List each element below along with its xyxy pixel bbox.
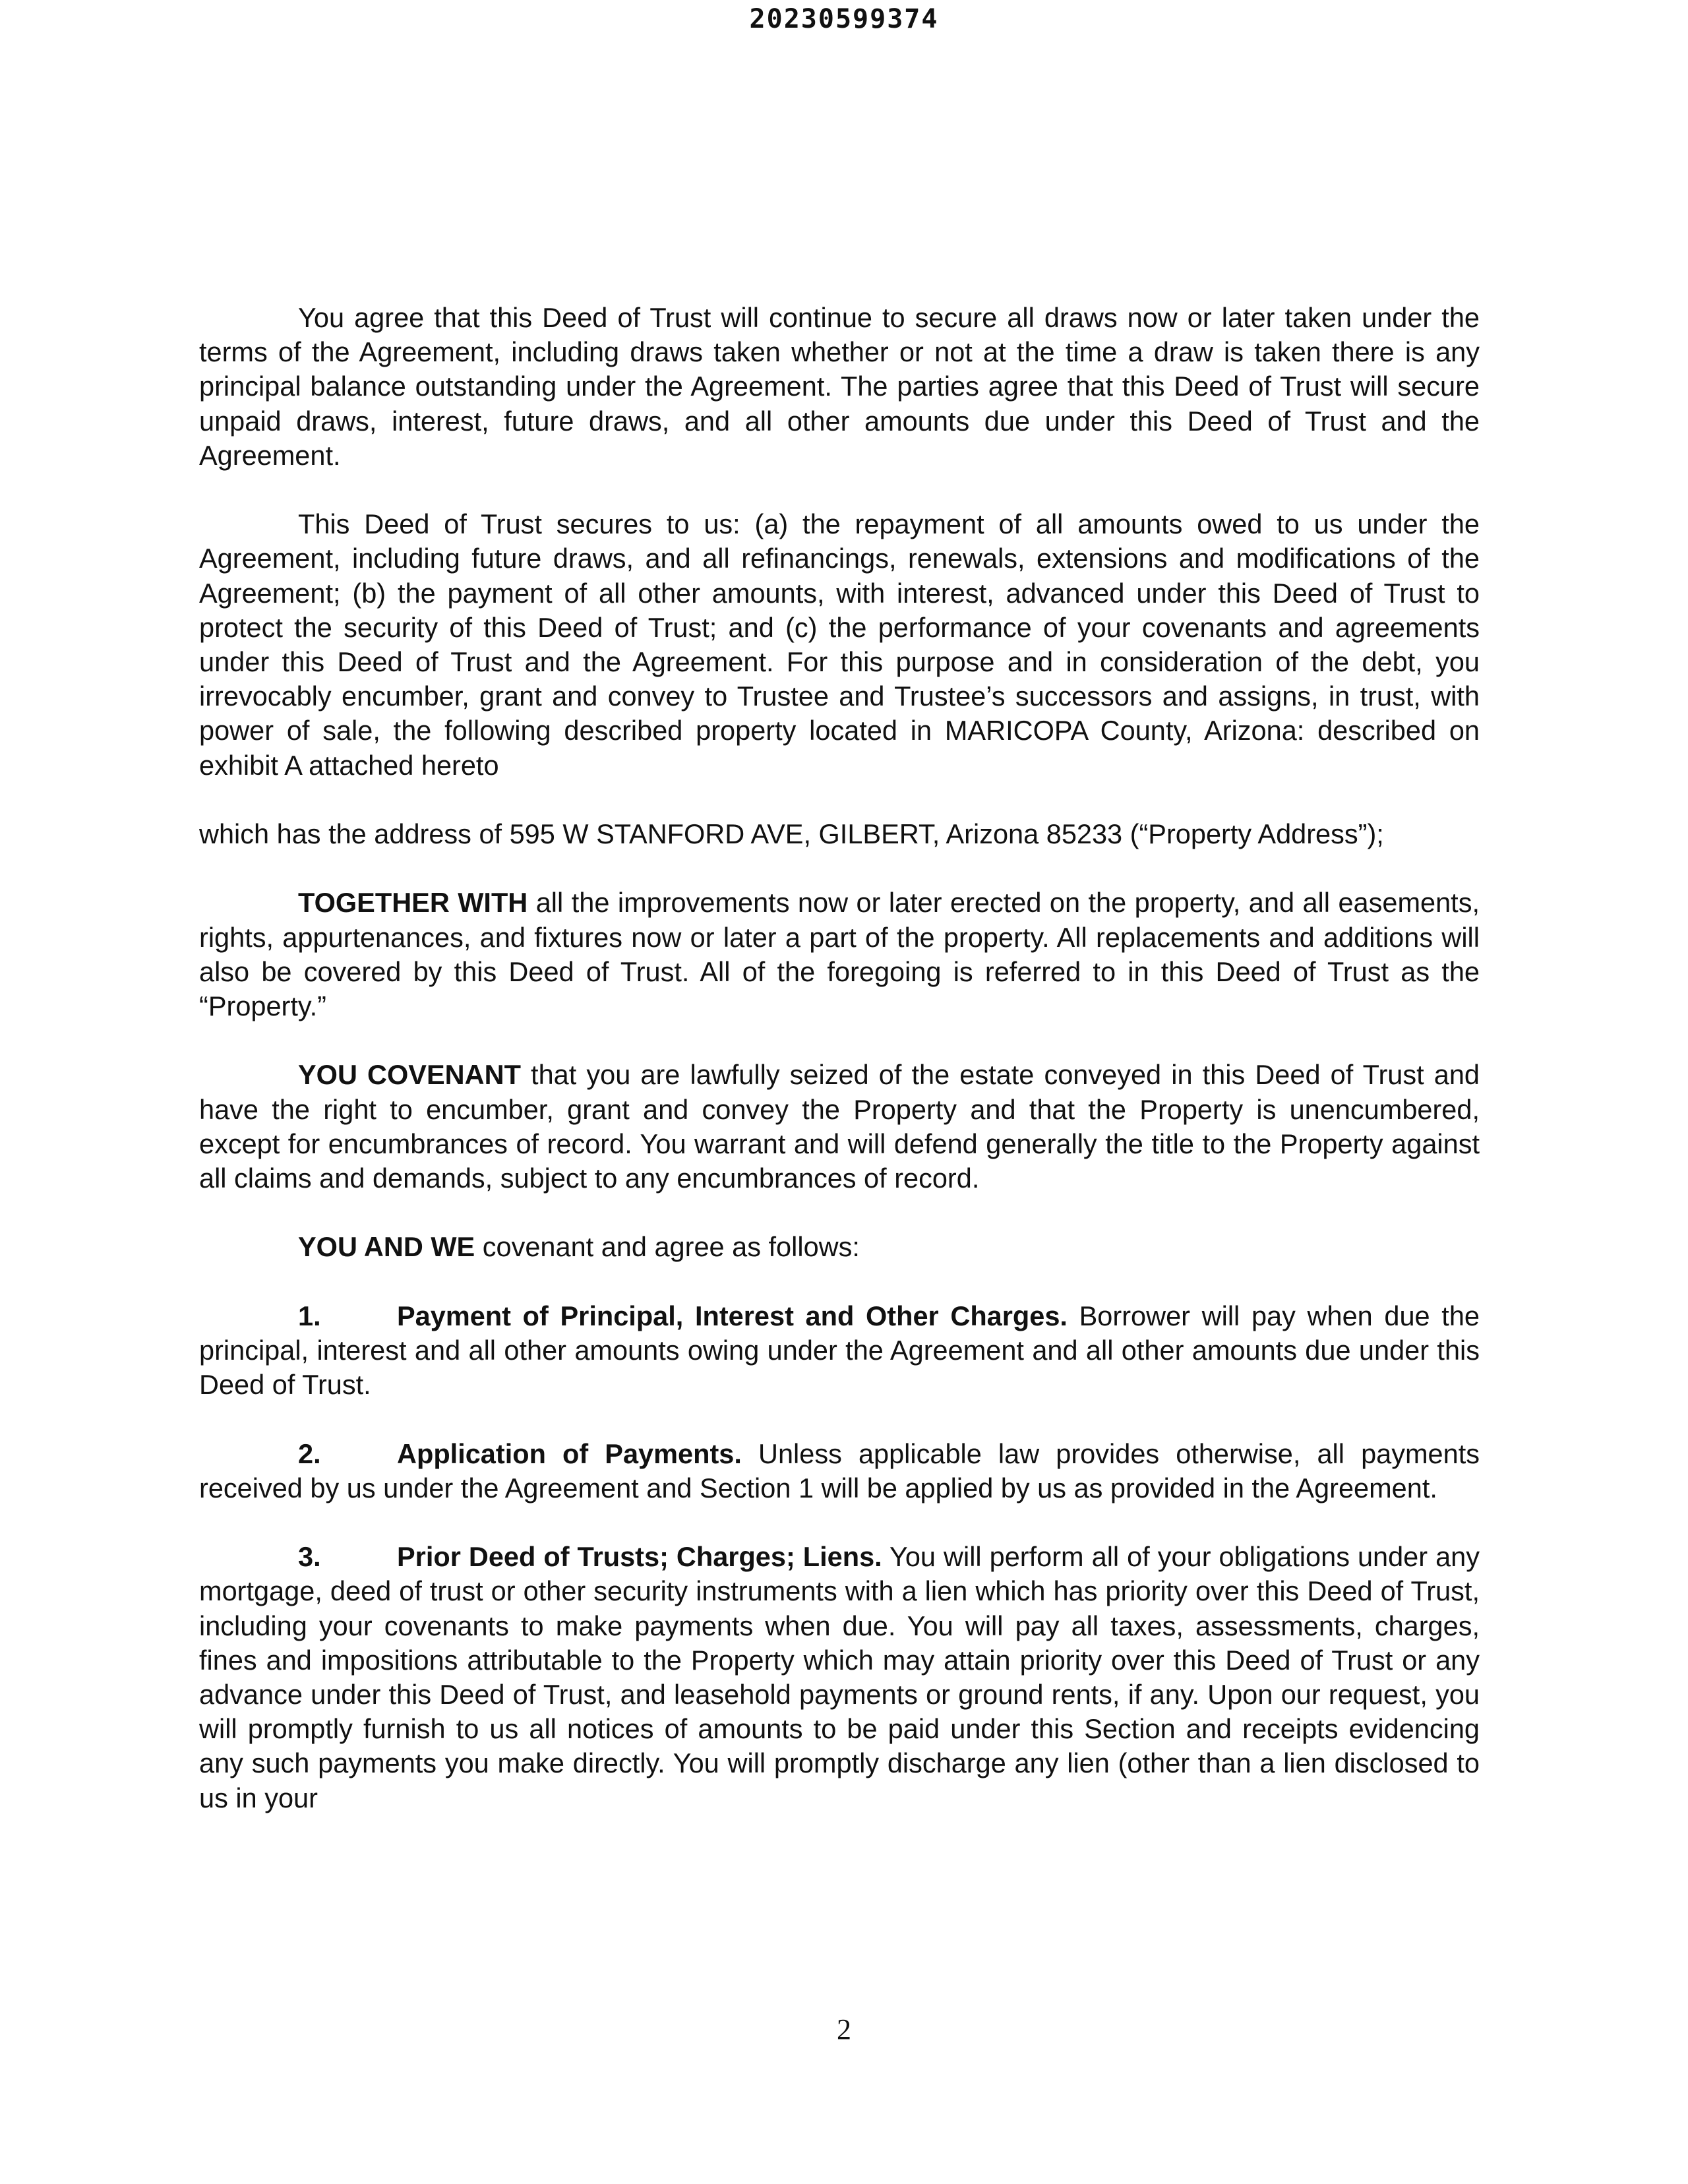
paragraph-together-with (199, 886, 1480, 1023)
section-text: You will perform all of your obligations under any mortgage, deed of trust or other security instruments with a lien which has priority over this Deed of Trust, including your covenants to make payments when due. You will pay all taxes, assessments, charges, fines and impositions attributable to the Property which may attain priority over this Deed of Trust or any advance under this Deed of Trust, and leasehold payments or ground rents, if any. Upon our request, you will promptly furnish to us all notices of amounts to be paid under this Section and receipts evidencing any such payments you make directly. You will promptly discharge any lien (other than a lien disclosed to us in your (199, 1541, 1480, 1813)
section-number: 1. (298, 1300, 321, 1331)
section-text: Unless applicable law provides otherwise, all payments received by us under the Agreement and Section 1 will be applied by us as provided in the Agreement. (199, 1438, 1480, 1503)
section-heading: Prior Deed of Trusts; Charges; Liens. (397, 1541, 882, 1573)
you-covenant-text: that you are lawfully seized of the estate conveyed in this Deed of Trust and have the right to encumber, grant and convey the Property and that the Property is unencumbered, except for encumbrances of record. You warrant and will defend generally the title to the Property against all claims and demands, subject to any encumbrances of record. (199, 1059, 1480, 1194)
paragraph-draws-secured: You agree that this Deed of Trust will continue to secure all draws now or later taken under the terms of the Agreement, including draws taken whether or not at the time a draw is taken there is any principal balance outstanding under the Agreement. The parties agree that this Deed of Trust will secure unpaid draws, interest, future draws, and all other amounts due under this Deed of Trust and the Agreement. (199, 302, 1480, 471)
together-with-lead: TOGETHER WITH (298, 887, 528, 919)
you-and-we-text: covenant and agree as follows: (475, 1231, 860, 1263)
paragraph-property-address: which has the address of 595 W STANFORD AVE, GILBERT, Arizona 85233 (“Property Address”); (199, 818, 1384, 850)
recording-number: 20230599374 (749, 4, 939, 34)
paragraph-deed-secures: This Deed of Trust secures to us: (a) the repayment of all amounts owed to us under the Agreement, including future draws, and all refinancings, renewals, extensions and modifications of the Agreement; (b) the payment of all other amounts, with interest, advanced under this Deed of Trust to protect the security of this Deed of Trust; and (c) the performance of your covenants and agreements under this Deed of Trust and the Agreement. For this purpose and in consideration of the debt, you irrevocably encumber, grant and convey to Trustee and Trustee’s successors and assigns, in trust, with power of sale, the following described property located in MARICOPA County, Arizona: described on exhibit A attached hereto (199, 508, 1480, 781)
section-1 (199, 1299, 1480, 1403)
document-body (199, 301, 1480, 1815)
you-covenant-lead: YOU COVENANT (298, 1059, 521, 1091)
you-and-we-lead: YOU AND WE (298, 1231, 475, 1263)
paragraph-you-and-we (199, 1230, 1480, 1264)
paragraph-you-covenant (199, 1058, 1480, 1196)
page-number: 2 (837, 2013, 851, 2046)
section-number: 3. (298, 1541, 321, 1573)
section-heading: Application of Payments. (397, 1438, 742, 1469)
section-number: 2. (298, 1438, 321, 1469)
section-3 (199, 1540, 1480, 1815)
section-text: Borrower will pay when due the principal, interest and all other amounts owing under the Agreement and all other amounts due under this Deed of Trust. (199, 1300, 1480, 1401)
together-with-text: all the improvements now or later erected on the property, and all easements, rights, appurtenances, and fixtures now or later a part of the property. All replacements and additions will also be covered by this Deed of Trust. All of the foregoing is referred to in this Deed of Trust as the “Property.” (199, 887, 1480, 1022)
section-2 (199, 1437, 1480, 1505)
section-heading: Payment of Principal, Interest and Other Charges. (397, 1300, 1068, 1331)
